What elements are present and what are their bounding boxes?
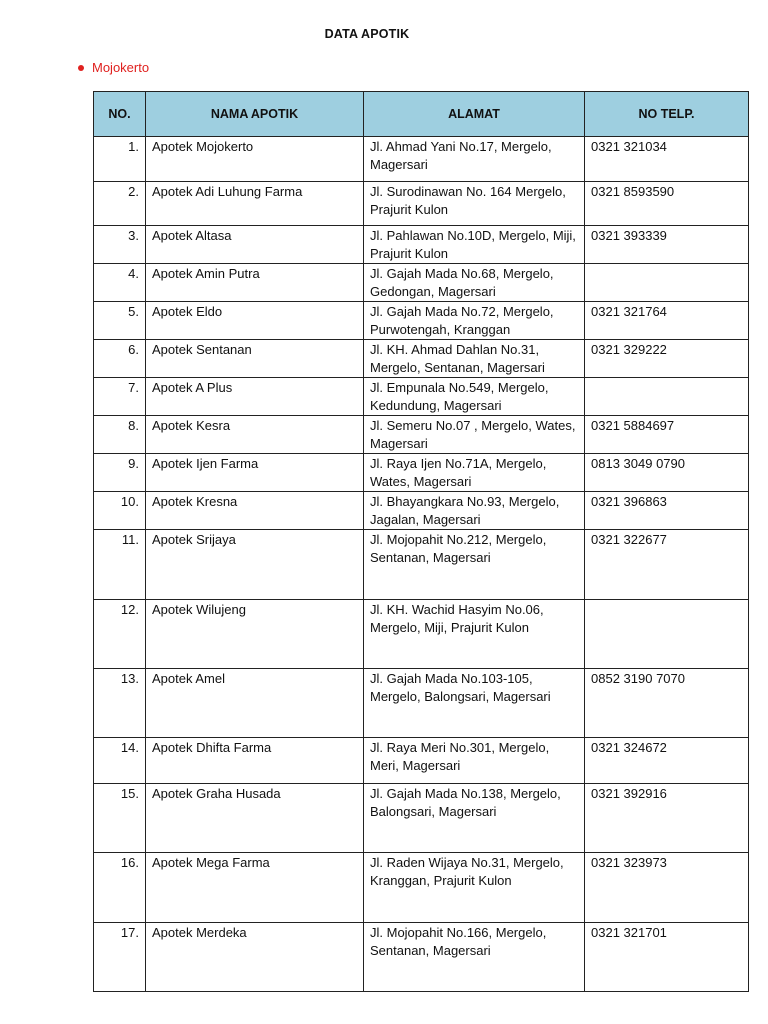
cell-alamat: Jl. Raya Meri No.301, Mergelo, Meri, Magersari xyxy=(364,738,585,784)
cell-no: 2. xyxy=(94,182,146,226)
cell-nama-apotik: Apotek Kesra xyxy=(146,416,364,454)
cell-alamat: Jl. Bhayangkara No.93, Mergelo, Jagalan, Magersari xyxy=(364,492,585,530)
table-row xyxy=(94,182,749,226)
cell-no-telp xyxy=(585,264,749,302)
table-header-row xyxy=(94,92,749,137)
cell-nama-apotik: Apotek Amin Putra xyxy=(146,264,364,302)
cell-alamat: Jl. Surodinawan No. 164 Mergelo, Prajurit Kulon xyxy=(364,182,585,226)
table-row xyxy=(94,530,749,600)
cell-no: 11. xyxy=(94,530,146,600)
cell-alamat: Jl. Semeru No.07 , Mergelo, Wates, Magersari xyxy=(364,416,585,454)
table-row xyxy=(94,454,749,492)
cell-no: 6. xyxy=(94,340,146,378)
table-row xyxy=(94,738,749,784)
cell-no: 5. xyxy=(94,302,146,340)
cell-no: 1. xyxy=(94,137,146,182)
table-row xyxy=(94,264,749,302)
cell-no-telp: 0321 321701 xyxy=(585,923,749,992)
table-row xyxy=(94,416,749,454)
cell-no-telp: 0321 392916 xyxy=(585,784,749,853)
cell-alamat: Jl. Gajah Mada No.68, Mergelo, Gedongan, Magersari xyxy=(364,264,585,302)
cell-no-telp: 0813 3049 0790 xyxy=(585,454,749,492)
cell-alamat: Jl. Mojopahit No.166, Mergelo, Sentanan, Magersari xyxy=(364,923,585,992)
header-alamat: ALAMAT xyxy=(364,92,585,137)
table-row xyxy=(94,784,749,853)
table-row xyxy=(94,600,749,669)
cell-no: 17. xyxy=(94,923,146,992)
cell-nama-apotik: Apotek Mojokerto xyxy=(146,137,364,182)
table-row xyxy=(94,137,749,182)
cell-no: 14. xyxy=(94,738,146,784)
cell-no-telp: 0321 324672 xyxy=(585,738,749,784)
table-row xyxy=(94,853,749,923)
region-heading xyxy=(78,60,149,75)
table-row xyxy=(94,669,749,738)
cell-no-telp: 0321 322677 xyxy=(585,530,749,600)
cell-no: 10. xyxy=(94,492,146,530)
cell-no: 4. xyxy=(94,264,146,302)
cell-no-telp: 0321 8593590 xyxy=(585,182,749,226)
cell-no-telp: 0321 329222 xyxy=(585,340,749,378)
cell-nama-apotik: Apotek Amel xyxy=(146,669,364,738)
cell-nama-apotik: Apotek Sentanan xyxy=(146,340,364,378)
cell-nama-apotik: Apotek A Plus xyxy=(146,378,364,416)
pharmacy-table xyxy=(93,91,749,992)
cell-alamat: Jl. KH. Ahmad Dahlan No.31, Mergelo, Sentanan, Magersari xyxy=(364,340,585,378)
bullet-icon xyxy=(78,65,84,71)
cell-no-telp: 0852 3190 7070 xyxy=(585,669,749,738)
cell-nama-apotik: Apotek Dhifta Farma xyxy=(146,738,364,784)
header-no: NO. xyxy=(94,92,146,137)
cell-no: 3. xyxy=(94,226,146,264)
cell-no: 7. xyxy=(94,378,146,416)
cell-nama-apotik: Apotek Wilujeng xyxy=(146,600,364,669)
table-row xyxy=(94,378,749,416)
table-body xyxy=(94,137,749,992)
cell-nama-apotik: Apotek Srijaya xyxy=(146,530,364,600)
cell-no: 12. xyxy=(94,600,146,669)
cell-alamat: Jl. Gajah Mada No.138, Mergelo, Balongsari, Magersari xyxy=(364,784,585,853)
cell-nama-apotik: Apotek Merdeka xyxy=(146,923,364,992)
cell-nama-apotik: Apotek Mega Farma xyxy=(146,853,364,923)
table-row xyxy=(94,302,749,340)
cell-nama-apotik: Apotek Graha Husada xyxy=(146,784,364,853)
region-label: Mojokerto xyxy=(92,60,150,75)
cell-no-telp: 0321 321034 xyxy=(585,137,749,182)
cell-no-telp: 0321 396863 xyxy=(585,492,749,530)
header-no-telp: NO TELP. xyxy=(585,92,749,137)
cell-alamat: Jl. KH. Wachid Hasyim No.06, Mergelo, Miji, Prajurit Kulon xyxy=(364,600,585,669)
cell-alamat: Jl. Gajah Mada No.72, Mergelo, Purwotengah, Kranggan xyxy=(364,302,585,340)
cell-no: 8. xyxy=(94,416,146,454)
cell-no-telp: 0321 321764 xyxy=(585,302,749,340)
table-row xyxy=(94,226,749,264)
table-row xyxy=(94,492,749,530)
cell-nama-apotik: Apotek Kresna xyxy=(146,492,364,530)
cell-nama-apotik: Apotek Altasa xyxy=(146,226,364,264)
cell-nama-apotik: Apotek Eldo xyxy=(146,302,364,340)
cell-no: 13. xyxy=(94,669,146,738)
cell-alamat: Jl. Raya Ijen No.71A, Mergelo, Wates, Magersari xyxy=(364,454,585,492)
cell-alamat: Jl. Empunala No.549, Mergelo, Kedundung, Magersari xyxy=(364,378,585,416)
cell-alamat: Jl. Raden Wijaya No.31, Mergelo, Kranggan, Prajurit Kulon xyxy=(364,853,585,923)
cell-no: 9. xyxy=(94,454,146,492)
header-nama-apotik: NAMA APOTIK xyxy=(146,92,364,137)
page-title: DATA APOTIK xyxy=(324,27,410,41)
table-row xyxy=(94,340,749,378)
cell-no-telp: 0321 323973 xyxy=(585,853,749,923)
cell-alamat: Jl. Pahlawan No.10D, Mergelo, Miji, Prajurit Kulon xyxy=(364,226,585,264)
cell-no-telp xyxy=(585,378,749,416)
cell-nama-apotik: Apotek Adi Luhung Farma xyxy=(146,182,364,226)
cell-alamat: Jl. Mojopahit No.212, Mergelo, Sentanan, Magersari xyxy=(364,530,585,600)
cell-alamat: Jl. Ahmad Yani No.17, Mergelo, Magersari xyxy=(364,137,585,182)
cell-no: 16. xyxy=(94,853,146,923)
cell-no-telp xyxy=(585,600,749,669)
cell-nama-apotik: Apotek Ijen Farma xyxy=(146,454,364,492)
table-row xyxy=(94,923,749,992)
cell-no-telp: 0321 393339 xyxy=(585,226,749,264)
cell-alamat: Jl. Gajah Mada No.103-105, Mergelo, Balongsari, Magersari xyxy=(364,669,585,738)
cell-no-telp: 0321 5884697 xyxy=(585,416,749,454)
cell-no: 15. xyxy=(94,784,146,853)
